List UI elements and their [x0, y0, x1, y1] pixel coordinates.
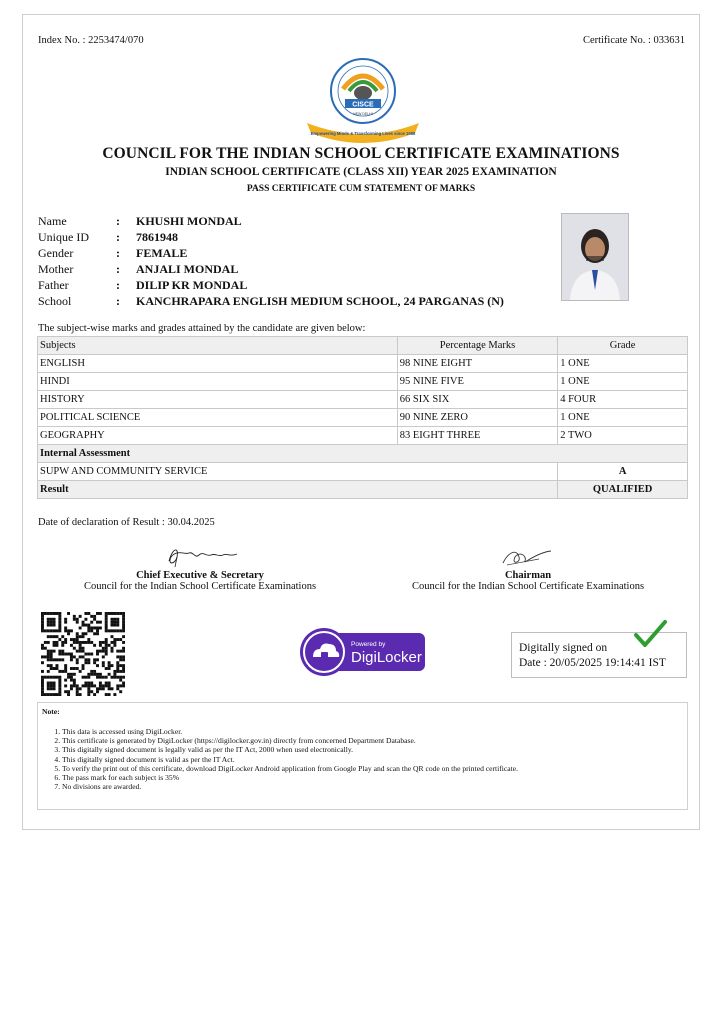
result-value: QUALIFIED	[558, 481, 688, 499]
internal-assessment-row	[38, 445, 688, 463]
detail-label: Father	[38, 278, 69, 292]
declaration-date: Date of declaration of Result : 30.04.2025	[38, 517, 215, 528]
grade-cell: 2 TWO	[558, 427, 688, 445]
note-item: 5. To verify the print out of this certificate, download DigiLocker Android application from Google Play and scan the QR code on the printed certificate.	[62, 764, 518, 773]
chairman-org: Council for the Indian School Certificate Examinations	[411, 581, 645, 592]
detail-label: Name	[38, 214, 67, 228]
detail-label: Unique ID	[38, 230, 89, 244]
certificate-number: Certificate No. : 033631	[582, 35, 685, 46]
check-icon	[632, 619, 668, 649]
index-number: Index No. : 2253474/070	[38, 35, 144, 46]
exam-title: INDIAN SCHOOL CERTIFICATE (CLASS XII) YEAR 2025 EXAMINATION	[165, 166, 557, 178]
detail-value: 7861948	[136, 230, 178, 244]
table-row	[38, 373, 688, 391]
internal-assessment-label: Internal Assessment	[38, 445, 688, 463]
subject-cell: GEOGRAPHY	[38, 427, 398, 445]
candidate-photo	[561, 213, 629, 301]
note-item: 1. This data is accessed using DigiLocker.	[62, 727, 518, 736]
header-grade: Grade	[558, 337, 688, 355]
marks-cell: 83 EIGHT THREE	[397, 427, 558, 445]
note-item: 6. The pass mark for each subject is 35%	[62, 773, 518, 782]
chief-executive-org: Council for the Indian School Certificate Examinations	[83, 581, 317, 592]
detail-value: FEMALE	[136, 246, 188, 260]
detail-label: Mother	[38, 262, 74, 276]
certificate	[22, 14, 700, 830]
detail-value: KHUSHI MONDAL	[136, 214, 242, 228]
logo-city: NEW DELHI	[353, 112, 373, 116]
detail-row-name: Name : KHUSHI MONDAL	[38, 214, 242, 228]
supw-label: SUPW AND COMMUNITY SERVICE	[38, 463, 558, 481]
detail-row-gender: Gender : FEMALE	[38, 246, 188, 260]
grade-cell: 1 ONE	[558, 373, 688, 391]
detail-label: Gender	[38, 246, 74, 260]
detail-value: KANCHRAPARA ENGLISH MEDIUM SCHOOL, 24 PARGANAS (N)	[136, 294, 504, 308]
chairman-signature	[495, 545, 555, 571]
table-header-row	[38, 337, 688, 355]
note-box	[37, 702, 688, 810]
chairman-block	[383, 570, 673, 592]
supw-grade: A	[558, 463, 688, 481]
cisce-logo	[303, 53, 423, 145]
note-item: 3. This digitally signed document is legally valid as per the IT Act, 2000 when used electronically.	[62, 745, 518, 754]
chief-executive-title: Chief Executive & Secretary	[136, 570, 264, 581]
subject-cell: POLITICAL SCIENCE	[38, 409, 398, 427]
chief-executive-block	[53, 570, 347, 592]
powered-by-text: Powered by	[351, 641, 386, 648]
grade-cell: 1 ONE	[558, 409, 688, 427]
detail-label: School	[38, 294, 72, 308]
note-item: 2. This certificate is generated by DigiLocker (https://digilocker.gov.in) directly from concerned Department Database.	[62, 736, 518, 745]
candidate-details	[38, 213, 504, 309]
qr-code	[41, 612, 125, 696]
digital-signature-box	[511, 632, 687, 678]
table-row	[38, 391, 688, 409]
supw-row	[38, 463, 688, 481]
subject-cell: HINDI	[38, 373, 398, 391]
council-title: COUNCIL FOR THE INDIAN SCHOOL CERTIFICATE EXAMINATIONS	[102, 145, 620, 162]
table-row	[38, 427, 688, 445]
grade-cell: 1 ONE	[558, 355, 688, 373]
detail-row-father: Father : DILIP KR MONDAL	[38, 278, 248, 292]
marks-table	[37, 336, 688, 499]
marks-intro: The subject-wise marks and grades attained by the candidate are given below:	[38, 323, 366, 334]
signed-date: Date : 20/05/2025 19:14:41 IST	[519, 657, 666, 669]
subject-cell: HISTORY	[38, 391, 398, 409]
header-subjects: Subjects	[38, 337, 398, 355]
marks-cell: 66 SIX SIX	[397, 391, 558, 409]
table-row	[38, 355, 688, 373]
detail-value: DILIP KR MONDAL	[136, 278, 248, 292]
digilocker-text: DigiLocker	[351, 649, 422, 666]
table-row	[38, 409, 688, 427]
marks-cell: 95 NINE FIVE	[397, 373, 558, 391]
note-item: 7. No divisions are awarded.	[62, 782, 518, 791]
note-list	[38, 727, 518, 791]
result-row	[38, 481, 688, 499]
detail-row-mother: Mother : ANJALI MONDAL	[38, 262, 239, 276]
grade-cell: 4 FOUR	[558, 391, 688, 409]
logo-text: CISCE	[352, 101, 374, 109]
subject-cell: ENGLISH	[38, 355, 398, 373]
result-label: Result	[38, 481, 558, 499]
signed-on-label: Digitally signed on	[519, 642, 608, 654]
detail-row-school: School : KANCHRAPARA ENGLISH MEDIUM SCHOOL, 24 PARGANAS (N)	[38, 294, 504, 308]
chief-executive-signature	[163, 543, 243, 569]
marks-cell: 98 NINE EIGHT	[397, 355, 558, 373]
marks-cell: 90 NINE ZERO	[397, 409, 558, 427]
document-title: PASS CERTIFICATE CUM STATEMENT OF MARKS	[246, 184, 476, 194]
note-title: Note:	[42, 707, 60, 716]
header-percentage: Percentage Marks	[397, 337, 558, 355]
digilocker-badge	[299, 627, 427, 677]
detail-value: ANJALI MONDAL	[136, 262, 239, 276]
chairman-title: Chairman	[504, 570, 552, 581]
note-item: 4. This digitally signed document is valid as per the IT Act.	[62, 755, 518, 764]
detail-row-unique-id: Unique ID : 7861948	[38, 230, 178, 244]
logo-motto: Empowering Minds & Transforming Lives since 1958	[310, 131, 416, 136]
